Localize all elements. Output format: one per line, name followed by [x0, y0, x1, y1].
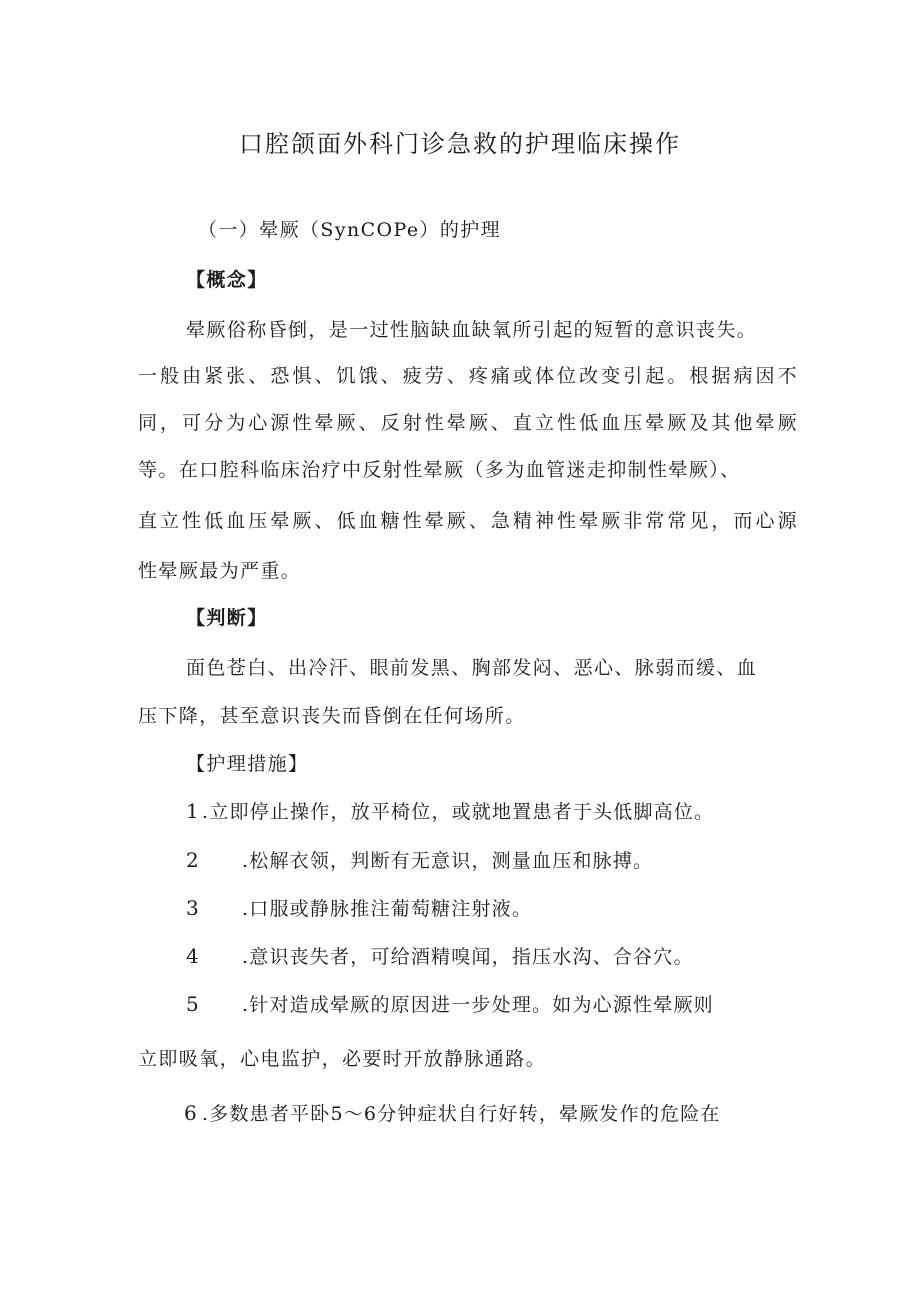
- document-title: 口腔颌面外科门诊急救的护理临床操作: [239, 130, 681, 158]
- judgement-label: 【判断】: [186, 607, 268, 629]
- step-number: 5: [186, 992, 200, 1016]
- step-number: 1: [186, 799, 200, 823]
- step-text: .多数患者平卧5～6分钟症状自行好转，晕厥发作的危险在: [202, 1103, 721, 1125]
- concept-line: 等。在口腔科临床治疗中反射性晕厥（多为血管迷走抑制性晕厥）、: [138, 459, 741, 481]
- step-continuation: 立即吸氧，心电监护，必要时开放静脉通路。: [138, 1048, 547, 1070]
- step-text: .松解衣领，判断有无意识，测量血压和脉搏。: [242, 850, 654, 872]
- step-text: .意识丧失者，可给酒精嗅闻，指压水沟、合谷穴。: [242, 946, 694, 968]
- step-text: .针对造成晕厥的原因进一步处理。如为心源性晕厥则: [242, 994, 714, 1016]
- concept-line: 性晕厥最为严重。: [138, 560, 302, 582]
- concept-line: 直立性低血压晕厥、低血糖性晕厥、急精神性晕厥非常常见，而心源: [138, 510, 798, 532]
- step-number: 4: [186, 944, 200, 968]
- section-heading: （一）晕厥（SynCOPe）的护理: [198, 219, 502, 241]
- step-number: 2: [186, 848, 200, 872]
- judgement-line: 压下降，甚至意识丧失而昏倒在任何场所。: [138, 705, 526, 727]
- concept-line: 同，可分为心源性晕厥、反射性晕厥、直立性低血压晕厥及其他晕厥: [138, 412, 798, 434]
- step-text: .口服或静脉推注葡萄糖注射液。: [242, 898, 533, 920]
- concept-line: 晕厥俗称昏倒，是一过性脑缺血缺氧所引起的短暂的意识丧失。: [186, 319, 758, 341]
- step-text: .立即停止操作，放平椅位，或就地置患者于头低脚高位。: [202, 801, 715, 823]
- judgement-line: 面色苍白、出冷汗、眼前发黑、胸部发闷、恶心、脉弱而缓、血: [186, 657, 758, 679]
- step-number: 3: [186, 896, 200, 920]
- step-number: 6: [184, 1101, 198, 1125]
- concept-label: 【概念】: [186, 269, 268, 291]
- measures-label: 【护理措施】: [186, 753, 309, 775]
- concept-line: 一般由紧张、恐惧、饥饿、疲劳、疼痛或体位改变引起。根据病因不: [138, 365, 798, 387]
